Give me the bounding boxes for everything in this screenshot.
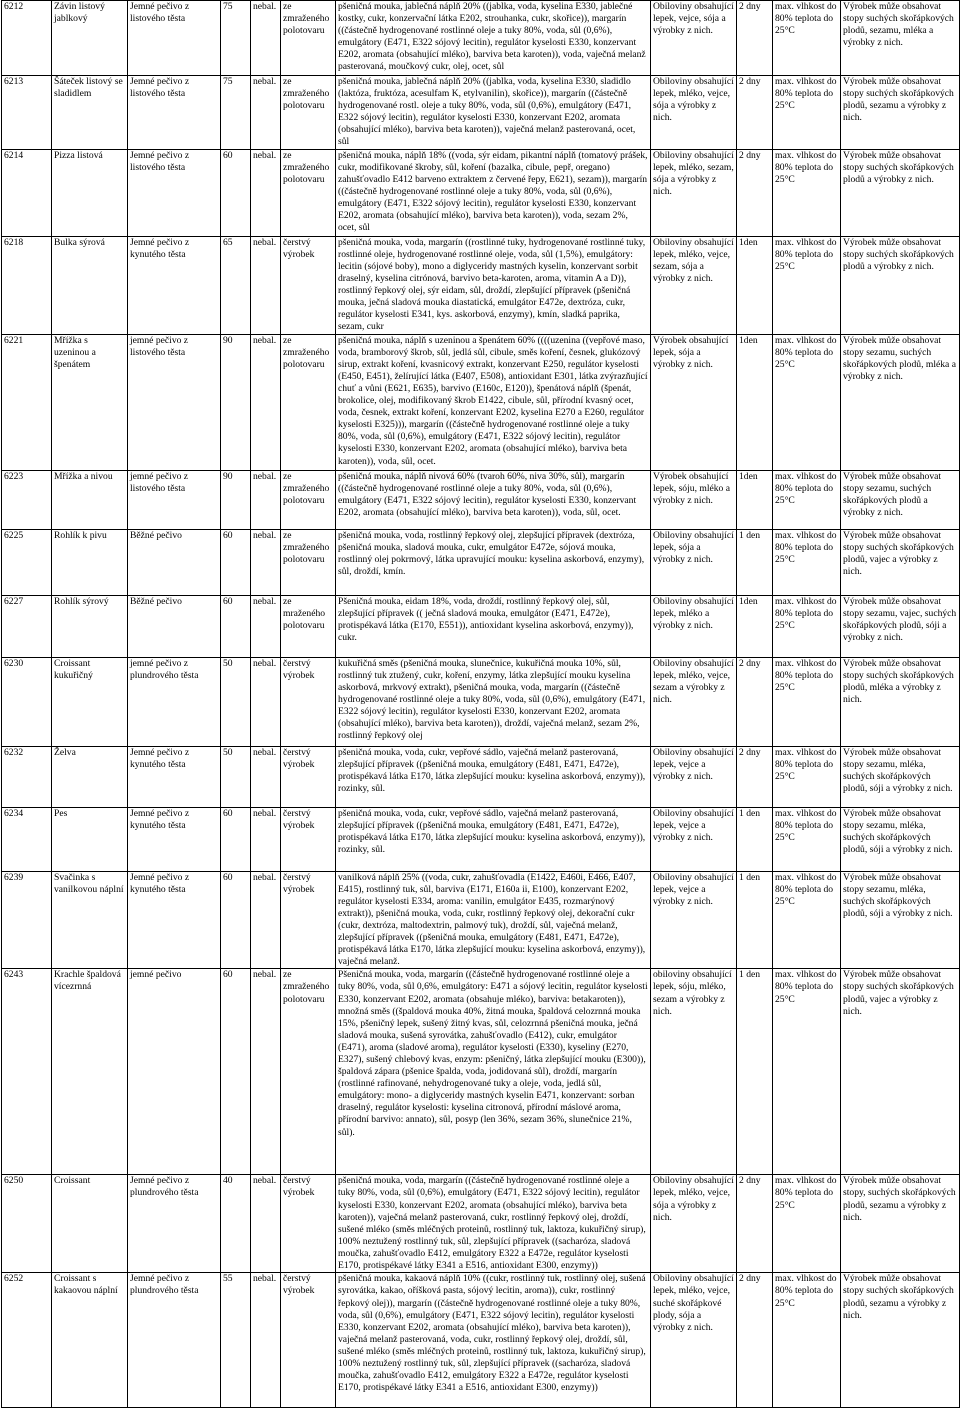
product-allergens: Obiloviny obsahující lepek, mléko, vejce, sója a výrobky z nich. [651, 1175, 737, 1273]
product-weight: 65 [221, 236, 251, 334]
product-code: 6252 [2, 1273, 52, 1408]
product-allergens: Obiloviny obsahující lepek, mléko, vejce, suché skořápkové plody, sója a výrobky z nich. [651, 1273, 737, 1408]
product-name: Croissant s kakaovou náplní [52, 1273, 128, 1408]
product-weight: 90 [221, 470, 251, 529]
product-name: Svačinka s vanilkovou náplní [52, 871, 128, 969]
product-packaging: nebal. [251, 595, 281, 657]
product-weight: 60 [221, 529, 251, 595]
table-body [2, 1, 960, 1408]
product-shelf-life: 1 den [737, 969, 773, 1175]
product-storage: max. vlhkost do 80% teplota do 25°C [773, 871, 841, 969]
product-weight: 75 [221, 1, 251, 76]
product-weight: 60 [221, 807, 251, 871]
product-state: čerstvý výrobek [281, 1175, 336, 1273]
product-code: 6234 [2, 807, 52, 871]
product-may-contain: Výrobek může obsahovat stopy sezamu, suchých skořápkových plodů, mléka a výrobky z nich. [841, 334, 960, 470]
product-code: 6239 [2, 871, 52, 969]
product-storage: max. vlhkost do 80% teplota do 25°C [773, 657, 841, 746]
product-ingredients: pšeničná mouka, voda, rostlinný řepkový olej, zlepšující přípravek (dextróza, pšeničná mouka, sladová mouka, cukr, emulgátor E472e, sójová mouka, rostlinný olej pokrmový, látka upravující mouku: kyselina askorbová, enzymy), sůl, droždí, kmín. [336, 529, 651, 595]
product-category: Jemné pečivo z listového těsta [128, 149, 221, 236]
product-shelf-life: 2 dny [737, 1175, 773, 1273]
table-row [2, 1273, 960, 1408]
product-storage: max. vlhkost do 80% teplota do 25°C [773, 76, 841, 150]
product-allergens: Obiloviny obsahující lepek, mléko, vejce, sezam, sója a výrobky z nich. [651, 236, 737, 334]
product-packaging: nebal. [251, 149, 281, 236]
product-may-contain: Výrobek může obsahovat stopy suchých skořápkových plodů, vajec a výrobky z nich. [841, 529, 960, 595]
product-ingredients: pšeničná mouka, kakaová náplň 10% ((cukr, rostlinný tuk, rostlinný olej, sušená syrovátka, kakao, oříšková pasta, sójový lecitin, aroma)), cukr, rostlinný řepkový olej)), margarín ((částečně hydrogenované rostlinné oleje a tuky 80%, voda, sůl (0,6%), emulgátory (E471, E322 sójový lecitin), regulátor kyselosti E330, konzervant E202, aromata (obsahující mléko), barviva beta karoten)), vaječná melanž pasterovaná, voda, cukr, rostlinný řepkový olej, droždí, sůl, sušené mléko (směs mléčných proteinů, rostlinný tuk, laktoza, kukuřičný sirup), 100% neztužený rostlinný tuk, sůl, zlepšující přípravek ((sacharóza, sladová moučka, zahušťovadlo E412, emulgátory E322 a E472e, regulátor kyselosti E170, protispékavé látky E341 a E516, antioxidant E300, enzymy)) [336, 1273, 651, 1408]
product-code: 6213 [2, 76, 52, 150]
product-may-contain: Výrobek může obsahovat stopy suchých skořápkových plodů, vajec a výrobky z nich. [841, 969, 960, 1175]
product-category: jemné pečivo z listového těsta [128, 470, 221, 529]
product-code: 6230 [2, 657, 52, 746]
product-shelf-life: 1den [737, 236, 773, 334]
product-may-contain: Výrobek může obsahovat stopy sezamu, mléka, suchých skořápkových plodů, sóji a výrobky z nich. [841, 871, 960, 969]
product-packaging: nebal. [251, 969, 281, 1175]
product-category: Jemné pečivo z listového těsta [128, 76, 221, 150]
product-ingredients: pšeničná mouka, náplň s uzeninou a špenátem 60% ((((uzenina ((vepřové maso, voda, bramborový škrob, sůl, jedlá sůl, cibule, směs koření, česnek, glukózový sirup, extrakt koření, kvasnicový extrakt, konzervant E250, regulátor kyselosti (E450, E451), želírující látka (E407, E508), antioxidant E301, látka zvýrazňující chuť a vůni (E621, E635), barvivo (E160c, E120)), špenátová náplň (špenát, brokolice, olej, modifikovaný škrob E1422, cibule, sůl, přírodní kvasný ocet, voda, česnek, extrakt koření, konzervant E202, kyselina E270 a E260, regulátor kyselosti E325))), margarín ((částečně hydrogenované rostlinné oleje a tuky 80%, voda, sůl (0,6%), emulgátory (E471, E322 sójový lecitin), regulátor kyselosti E330, konzervant E202, aromata (obsahující mléko), barviva beta karoten)), voda, sůl, ocet. [336, 334, 651, 470]
product-name: Rohlík sýrový [52, 595, 128, 657]
product-weight: 60 [221, 871, 251, 969]
table-row [2, 149, 960, 236]
product-shelf-life: 2 dny [737, 1273, 773, 1408]
product-category: Jemné pečivo z kynutého těsta [128, 236, 221, 334]
product-packaging: nebal. [251, 1175, 281, 1273]
product-packaging: nebal. [251, 657, 281, 746]
product-name: Krachle špaldová vícezrnná [52, 969, 128, 1175]
product-packaging: nebal. [251, 334, 281, 470]
table-row [2, 746, 960, 807]
product-table [1, 0, 960, 1408]
product-state: ze zmraženého polotovaru [281, 969, 336, 1175]
product-may-contain: Výrobek může obsahovat stopy suchých skořápkových plodů a výrobky z nich. [841, 236, 960, 334]
product-may-contain: Výrobek může obsahovat stopy suchých skořápkových plodů, mléka a výrobky z nich. [841, 657, 960, 746]
table-row [2, 236, 960, 334]
product-storage: max. vlhkost do 80% teplota do 25°C [773, 595, 841, 657]
product-shelf-life: 2 dny [737, 746, 773, 807]
product-weight: 50 [221, 657, 251, 746]
product-state: čerstvý výrobek [281, 657, 336, 746]
product-name: Želva [52, 746, 128, 807]
product-state: ze mraženého polotovaru [281, 595, 336, 657]
product-may-contain: Výrobek může obsahovat stopy sezamu, suchých skořápkových plodů a výrobky z nich. [841, 470, 960, 529]
product-state: čerstvý výrobek [281, 236, 336, 334]
product-weight: 60 [221, 149, 251, 236]
product-allergens: Výrobek obsahující lepek, sója a výrobky z nich. [651, 334, 737, 470]
product-packaging: nebal. [251, 529, 281, 595]
product-name: Pizza listová [52, 149, 128, 236]
product-shelf-life: 1den [737, 334, 773, 470]
product-code: 6250 [2, 1175, 52, 1273]
product-storage: max. vlhkost do 80% teplota do 25°C [773, 969, 841, 1175]
product-shelf-life: 1 den [737, 529, 773, 595]
product-name: Croissant [52, 1175, 128, 1273]
product-code: 6221 [2, 334, 52, 470]
product-ingredients: pšeničná mouka, voda, margarín ((částečně hydrogenované rostlinné oleje a tuky 80%, voda, sůl (0,6%), emulgátory (E471, E322 sójový lecitin), regulátor kyselosti E330, konzervant E202, aromata (obsahující mléko), barviva beta karoten)), vaječná melanž pasterovaná, cukr, rostlinný řepkový olej, droždí, sušené mléko (směs mléčných proteinů, rostlinný tuk, laktoza, kukuřičný sirup), 100% neztužený rostlinný tuk, sůl, zlepšující přípravek ((sacharóza, sladová moučka, zahušťovadlo E412, emulgátory E322 a E472e, regulátor kyselosti E170, protispékavé látky E341 a E516, antioxidant E300, enzymy)) [336, 1175, 651, 1273]
product-name: Pes [52, 807, 128, 871]
product-allergens: Obiloviny obsahující lepek, mléko, vejce, sezam a výrobky z nich. [651, 657, 737, 746]
table-row [2, 969, 960, 1175]
product-state: ze zmraženého polotovaru [281, 76, 336, 150]
product-ingredients: pšeničná mouka, voda, cukr, vepřové sádlo, vaječná melanž pasterovaná, zlepšující přípravek ((pšeničná mouka, emulgátory (E481, E471, E472e), protispékavá látka E170, látka zlepšující mouku: kyselina askorbová, enzymy)), rozinky, sůl. [336, 746, 651, 807]
product-name: Mřížka a nivou [52, 470, 128, 529]
product-state: ze zmraženého polotovaru [281, 1, 336, 76]
product-code: 6225 [2, 529, 52, 595]
product-ingredients: pšeničná mouka, jablečná náplň 20% ((jablka, voda, kyselina E330, sladidlo (laktóza, fruktóza, acesulfam K, etylvanilin), skořice)), margarín ((částečně hydrogenované rostl. oleje a tuky 80%, voda, sůl (0,6%), emulgátory (E471, E322 sójový lecitin), regulátor kyselosti E330, konzervant E202, aromata (obsahující mléko), barviva beta karoten)), vaječná melanž pasterovaná, ocet, sůl [336, 76, 651, 150]
product-storage: max. vlhkost do 80% teplota do 25°C [773, 1175, 841, 1273]
product-shelf-life: 1 den [737, 807, 773, 871]
product-may-contain: Výrobek může obsahovat stopy, suchých skořápkových plodů, sezamu a výrobky z nich. [841, 1175, 960, 1273]
product-category: Jemné pečivo z listového těsta [128, 1, 221, 76]
table-row [2, 334, 960, 470]
product-storage: max. vlhkost do 80% teplota do 25°C [773, 149, 841, 236]
product-allergens: Obiloviny obsahující lepek, vejce a výrobky z nich. [651, 746, 737, 807]
product-state: čerstvý výrobek [281, 1273, 336, 1408]
product-allergens: Obiloviny obsahující lepek, vejce, sója a výrobky z nich. [651, 1, 737, 76]
product-ingredients: vanilková náplň 25% ((voda, cukr, zahušťovadla (E1422, E460i, E466, E407, E415), rostlinný tuk, sůl, barviva (E171, E160a ii, E100), konzervant E202, regulátor kyselosti E334, aroma: vanilin, emulgátor E435, rozmarýnový extrakt)), pšeničná mouka, voda, cukr, rostlinný řepkový olej, dekorační cukr (cukr, dextróza, maltodextrin, palmový tuk), droždí, sůl, vaječná melanž, zlepšující přípravek ((pšeničná mouka, emulgátory (E481, E471, E472e), protispékavá látka E170, látka zlepšující mouku: kyselina askorbová, enzymy)), vaječná melanž. [336, 871, 651, 969]
product-packaging: nebal. [251, 1, 281, 76]
product-may-contain: Výrobek může obsahovat stopy sezamu, mléka, suchých skořápkových plodů, sóji a výrobky z nich. [841, 807, 960, 871]
product-name: Rohlík k pivu [52, 529, 128, 595]
product-weight: 55 [221, 1273, 251, 1408]
product-name: Croissant kukuřičný [52, 657, 128, 746]
product-category: Jemné pečivo z kynutého těsta [128, 807, 221, 871]
product-weight: 50 [221, 746, 251, 807]
product-name: Závin listový jablkový [52, 1, 128, 76]
product-ingredients: Pšeničná mouka, voda, margarín ((částečně hydrogenované rostlinné oleje a tuky 80%, voda, sůl 0,6%, emulgátory: E471 a sójový lecitin, regulátor kyselosti E330, konzervant E202, aromata (obsahuje mléko), barviva: betakaroten)), množná směs ((špaldová mouka 40%, žitná mouka, špaldová celozrnná mouka 15%, pšeničný lepek, sušený žitný kvas, sůl, celozrnná pšeničná mouka, ječná sladová mouka, sušená syrovátka, zahušťovadlo (E412), cukr, emulgátor (E471), aroma (sladové aroma), regulátor kyselosti (E330), kyseliny (E270, E327), sušený chlebový kvas, enzym: pšeničný, látka zlepšující mouku (E300)), špaldová zápara (pšenice špalda, voda, jodidovaná sůl), droždí, margarín (rostlinné rafinované, nehydrogenované tuky a oleje, voda, jedlá sůl, emulgátory: mono- a diglyceridy mastných kyselin E471, konzervant: sorban draselný, regulátor kyselosti: kyselina citronová, přírodní máslové aroma, přírodní barvivo: annato), sůl, posyp (len 36%, sezam 36%, slunečnice 21%, sůl). [336, 969, 651, 1175]
product-allergens: Obiloviny obsahující lepek, vejce a výrobky z nich. [651, 871, 737, 969]
product-ingredients: pšeničná mouka, voda, margarín ((rostlinné tuky, hydrogenované rostlinné tuky, rostlinné oleje, hydrogenované rostlinné oleje, voda, sůl (1,5%), emulgátory: lecitin (sójové boby), mono a diglyceridy mastných kyselin, konzervant sorbit draselný, kyselina citrónová, barvivo beta-karoten, aroma, vitamin A a D)), rostlinný řepkový olej, sýr eidam, sůl, droždí, zlepšující přípravek (pšeničná mouka, ječná sladová mouka diastatická, emulgátor E472e, dextróza, cukr, regulátor kyselosti E341, kys. askorbová, enzymy), kmín, sladká paprika, sezam, cukr [336, 236, 651, 334]
product-code: 6232 [2, 746, 52, 807]
product-name: Šáteček listový se sladidlem [52, 76, 128, 150]
product-category: Jemné pečivo z kynutého těsta [128, 871, 221, 969]
product-may-contain: Výrobek může obsahovat stopy suchých skořápkových plodů a výrobky z nich. [841, 149, 960, 236]
product-state: ze zmraženého polotovaru [281, 470, 336, 529]
product-packaging: nebal. [251, 871, 281, 969]
product-shelf-life: 2 dny [737, 657, 773, 746]
product-ingredients: pšeničná mouka, náplň nivová 60% (tvaroh 60%, niva 30%, sůl), margarín ((částečně hydrogenované rostlinné oleje a tuky 80%, voda, sůl (0,6%), emulgátory (E471, E322 sójový lecitin), regulátor kyselosti E330, konzervant E202, aromata (obsahující mléko), barviva beta karoten)), voda, sůl, ocet. [336, 470, 651, 529]
product-weight: 75 [221, 76, 251, 150]
product-category: Jemné pečivo z kynutého těsta [128, 746, 221, 807]
product-category: Běžné pečivo [128, 529, 221, 595]
product-may-contain: Výrobek může obsahovat stopy sezamu, vajec, suchých skořápkových plodů, sóji a výrobky z nich. [841, 595, 960, 657]
product-packaging: nebal. [251, 807, 281, 871]
product-weight: 60 [221, 595, 251, 657]
product-allergens: Obiloviny obsahující lepek, vejce a výrobky z nich. [651, 807, 737, 871]
product-allergens: Obiloviny obsahující lepek, mléko, sezam, sója a výrobky z nich. [651, 149, 737, 236]
product-ingredients: pšeničná mouka, voda, cukr, vepřové sádlo, vaječná melanž pasterovaná, zlepšující přípravek ((pšeničná mouka, emulgátory (E481, E471, E472e), protispékavá látka E170, látka zlepšující mouku: kyselina askorbová, enzymy)), rozinky, sůl. [336, 807, 651, 871]
product-packaging: nebal. [251, 470, 281, 529]
product-packaging: nebal. [251, 1273, 281, 1408]
product-weight: 90 [221, 334, 251, 470]
product-shelf-life: 2 dny [737, 1, 773, 76]
product-state: ze zmraženého polotovaru [281, 334, 336, 470]
product-category: Jemné pečivo z plundrového těsta [128, 1273, 221, 1408]
product-storage: max. vlhkost do 80% teplota do 25°C [773, 1273, 841, 1408]
product-ingredients: kukuřičná směs (pšeničná mouka, slunečnice, kukuřičná mouka 10%, sůl, rostlinný tuk ztužený, cukr, koření, enzymy, látka zlepšující mouku kyselina askorbová, mrkvový extrakt), pšeničná mouka, voda, margarín ((částečně hydrogenované rostlinné oleje a tuky 80%, voda, sůl (0,6%), emulgátory (E471, E322 sójový lecitin), regulátor kyselosti E330, konzervant E202, aromata (obsahující mléko), barviva beta karoten)), droždí, vaječná melanž, sezam 2%, rostlinný řepkový olej [336, 657, 651, 746]
product-storage: max. vlhkost do 80% teplota do 25°C [773, 236, 841, 334]
product-category: jemné pečivo [128, 969, 221, 1175]
product-allergens: Výrobek obsahující lepek, sóju, mléko a výrobky z nich. [651, 470, 737, 529]
product-may-contain: Výrobek může obsahovat stopy sezamu, mléka, suchých skořápkových plodů, sóji a výrobky z nich. [841, 746, 960, 807]
product-storage: max. vlhkost do 80% teplota do 25°C [773, 470, 841, 529]
product-packaging: nebal. [251, 76, 281, 150]
product-ingredients: Pšeničná mouka, eidam 18%, voda, droždí, rostlinný řepkový olej, sůl, zlepšující přípravek (( ječná sladová mouka, emulgátor (E471, E472e), protispékavá látka (E170, E551)), antioxidant kyselina askorbová, enzymy)), cukr. [336, 595, 651, 657]
product-name: Mřížka s uzeninou a špenátem [52, 334, 128, 470]
table-row [2, 871, 960, 969]
product-packaging: nebal. [251, 236, 281, 334]
product-state: ze zmraženého polotovaru [281, 149, 336, 236]
table-row [2, 595, 960, 657]
product-ingredients: pšeničná mouka, náplň 18% ((voda, sýr eidam, pikantní náplň (tomatový prášek, cukr, modifikované škroby, sůl, koření (bazalka, cibule, pepř, oregano) zahušťovadlo E412 barveno extraktem z červené řepy, E621), sezam)), margarín ((částečně hydrogenované rostlinné oleje a tuky 80%, voda, sůl (0,6%), emulgátory (E471, E322 sójový lecitin), regulátor kyselosti E330, konzervant E202, aromata (obsahující mléko), barviva beta karoten)), voda, sezam 2%, ocet, sůl [336, 149, 651, 236]
product-allergens: obiloviny obsahující lepek, sóju, mléko, sezam a výrobky z nich. [651, 969, 737, 1175]
table-row [2, 76, 960, 150]
product-storage: max. vlhkost do 80% teplota do 25°C [773, 746, 841, 807]
product-state: čerstvý výrobek [281, 871, 336, 969]
product-category: jemné pečivo z listového těsta [128, 334, 221, 470]
product-code: 6223 [2, 470, 52, 529]
product-code: 6212 [2, 1, 52, 76]
product-shelf-life: 2 dny [737, 149, 773, 236]
product-state: ze zmraženého polotovaru [281, 529, 336, 595]
product-storage: max. vlhkost do 80% teplota do 25°C [773, 529, 841, 595]
product-code: 6214 [2, 149, 52, 236]
product-code: 6227 [2, 595, 52, 657]
product-shelf-life: 1den [737, 595, 773, 657]
product-ingredients: pšeničná mouka, jablečná náplň 20% ((jablka, voda, kyselina E330, jablečné kostky, cukr, konzervační látka E202, strouhanka, cukr, skořice)), margarín ((částečně hydrogenované rostlinné oleje a tuky 80%, voda, sůl (0,6%), emulgátory (E471, E322 sójový lecitin), regulátor kyselosti E330, konzervant E202, aromata (obsahující mléko), barviva beta karoten)), voda, vaječná melanž pasterovaná, moučkový cukr, olej, ocet, sůl [336, 1, 651, 76]
table-row [2, 1, 960, 76]
product-name: Bulka sýrová [52, 236, 128, 334]
product-weight: 40 [221, 1175, 251, 1273]
product-state: čerstvý výrobek [281, 807, 336, 871]
product-may-contain: Výrobek může obsahovat stopy suchých skořápkových plodů, sezamu a výrobky z nich. [841, 1273, 960, 1408]
table-row [2, 807, 960, 871]
product-category: Jemné pečivo z plundrového těsta [128, 1175, 221, 1273]
product-category: Běžné pečivo [128, 595, 221, 657]
product-allergens: Obiloviny obsahující lepek, mléko a výrobky z nich. [651, 595, 737, 657]
table-row [2, 470, 960, 529]
product-storage: max. vlhkost do 80% teplota do 25°C [773, 334, 841, 470]
table-row [2, 657, 960, 746]
product-category: jemné pečivo z plundrového těsta [128, 657, 221, 746]
product-packaging: nebal. [251, 746, 281, 807]
product-allergens: Obiloviny obsahující lepek, sója a výrobky z nich. [651, 529, 737, 595]
product-code: 6218 [2, 236, 52, 334]
product-may-contain: Výrobek může obsahovat stopy suchých skořápkových plodů, sezamu, mléka a výrobky z nich. [841, 1, 960, 76]
product-allergens: Obiloviny obsahující lepek, mléko, vejce, sója a výrobky z nich. [651, 76, 737, 150]
table-row [2, 1175, 960, 1273]
table-row [2, 529, 960, 595]
product-state: čerstvý výrobek [281, 746, 336, 807]
product-shelf-life: 1 den [737, 871, 773, 969]
product-shelf-life: 2 dny [737, 76, 773, 150]
product-storage: max. vlhkost do 80% teplota do 25°C [773, 807, 841, 871]
product-shelf-life: 1den [737, 470, 773, 529]
product-may-contain: Výrobek může obsahovat stopy suchých skořápkových plodů, sezamu a výrobky z nich. [841, 76, 960, 150]
product-code: 6243 [2, 969, 52, 1175]
product-weight: 60 [221, 969, 251, 1175]
product-storage: max. vlhkost do 80% teplota do 25°C [773, 1, 841, 76]
